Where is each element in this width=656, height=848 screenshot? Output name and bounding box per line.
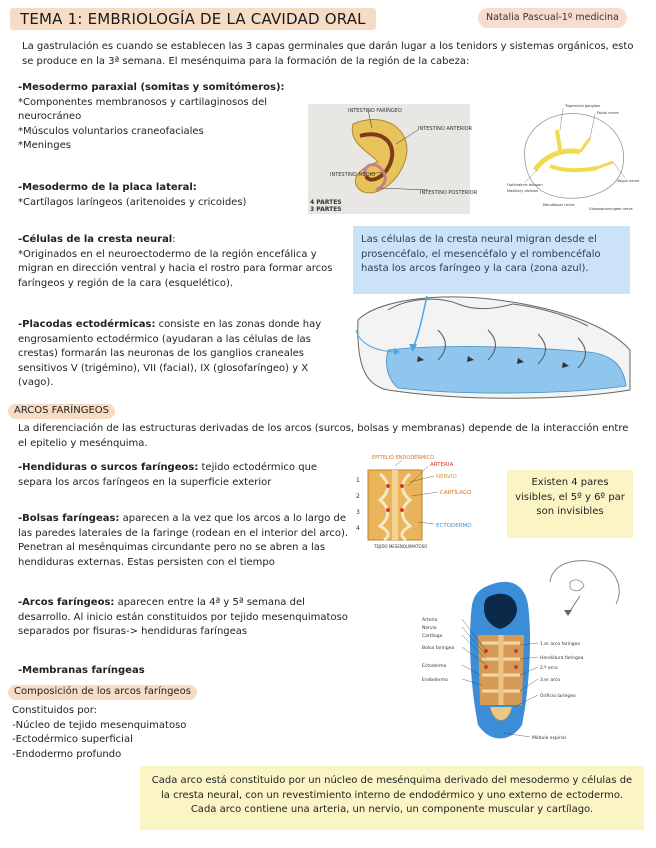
placa-lateral-line: *Cartílagos laríngeos (aritenoides y cricoides) [18,196,247,208]
arcos-heading: -Arcos faríngeos: [18,597,115,608]
fig1-label-faringeo: INTESTINO FARÍNGEO [348,108,402,114]
author-badge: Natalia Pascual-1º medicina [478,8,627,28]
composicion-line: -Endodermo profundo [12,748,122,760]
composicion-heading: Composición de los arcos faríngeos [8,685,197,700]
section-hendiduras [18,461,348,490]
cresta-neural-text: *Originados en el neuroectodermo de la región encefálica y migran en dirección ventral y hacia el rostro para formar arcos faríngeos y región de la cara (esquelético). [18,248,333,289]
fig5-label-endodermo: Endodermo [422,678,448,683]
cranial-nerves-figure [505,100,640,215]
arcos-intro: La diferenciación de las estructuras derivadas de los arcos (surcos, bolsas y membranas) depende de la interacción entre el epitelio y mesénquima. [18,423,629,449]
fig1-label-medio: INTESTINO MEDIO [330,172,376,178]
fig4-label-cartilago: CARTÍLAGO [440,490,472,496]
fig4-label-ectodermo: ECTODERMO [436,523,472,529]
fig5-label-ectodermo: Ectodermo [422,664,447,669]
composicion-line: -Ectodérmico superficial [12,734,133,745]
fig4-number-1: 1 [356,477,360,484]
fig5-label-bolsa: Bolsa faríngea [422,646,455,651]
fig5-label-r4: 3.er arco [540,678,561,683]
fig1-label-partes2: 3 PARTES [310,206,342,213]
section-cresta-neural [18,233,343,291]
fig1-label-partes: 4 PARTES [310,199,342,206]
bolsas-text: aparecen a la vez que los arcos a lo largo de las paredes laterales de la faringe (rodean en el interior del arco). Penetran al mesénquimas circundante pero no se abren a las hendiduras externas. Estas persisten con el tiempo [18,513,349,568]
fig2-label-2: Facial nerve [597,111,619,115]
fig4-number-3: 3 [356,509,360,516]
composicion-line: -Núcleo de tejido mesenquimatoso [12,719,187,731]
fig4-label-arteria: ARTERIA [430,462,454,468]
hendiduras-text: tejido ectodérmico que separa los arcos faríngeos en la superficie exterior [18,462,318,488]
hendiduras-heading: -Hendiduras o surcos faríngeos: [18,462,199,473]
arcos-text: aparecen entre la 4ª y 5ª semana del desarrollo. Al inicio están constituidos por tejido mesenquimatoso separados por fisuras-> hendiduras faríngeas [18,597,348,637]
embryo-intestine-figure [308,104,478,214]
page-title: TEMA 1: EMBRIOLOGÍA DE LA CAVIDAD ORAL [10,8,376,30]
arco-constitucion-callout: Cada arco está constituido por un núcleo de mesénquima derivado del mesodermo y células de la cresta neural, con un revestimiento interno de endodérmico y uno externo de ectodermo. Cada arco contiene una arteria, un nervio, un componente muscular y cartílago. [140,766,644,830]
section-arcos [18,596,348,640]
fig5-label-r2: Hendidura faríngea [540,656,584,661]
bolsas-heading: -Bolsas faríngeas: [18,513,120,524]
pharyngeal-arches-section-figure [350,452,505,552]
intro-paragraph: La gastrulación es cuando se establecen las 3 capas germinales que darán lugar a los tenidors y sistemas orgánicos, esto se produce en la 3ª semana. El mesénquima para la formación de la región de la cabeza: [22,41,634,67]
fig5-label-nervio: Nervio [422,626,437,631]
section-mesodermo-paraxial [18,81,288,154]
pharyngeal-floor-figure [420,575,610,750]
fig2-label-3: Ophthalmic division [507,183,543,187]
fig5-label-arteria: Arteria [422,618,438,623]
fig4-number-4: 4 [356,525,360,532]
fig2-label-7: Glossopharyngeal nerve [589,207,633,211]
fig4-label-epitelio: EPITELIO ENDODÉRMICO [372,455,435,461]
arcos-visibles-callout: Existen 4 pares visibles, el 5º y 6º par son invisibles [507,470,633,538]
fig4-label-tejido: TEJIDO MESENQUIMATOSO [374,544,428,549]
mesodermo-paraxial-line: *Músculos voluntarios craneofaciales [18,125,204,137]
placodas-heading: -Placodas ectodérmicas: [18,319,156,330]
fig5-label-r5: Orificio laríngeo [540,694,576,699]
cresta-neural-heading: -Células de la cresta neural [18,234,173,245]
section-placa-lateral [18,181,318,210]
neural-crest-migration-figure [348,290,638,405]
fig4-label-nervio: NERVIO [436,474,457,480]
membranas-heading: -Membranas faríngeas [18,665,145,676]
fig5-label-cartilago: Cartílago [422,634,443,639]
fig2-label-6: Vagus nerve [617,179,640,183]
placa-lateral-heading: -Mesodermo de la placa lateral: [18,182,197,193]
fig2-label-1: Trigeminal ganglion [565,104,601,108]
section-placodas [18,318,340,391]
placodas-text: consiste en las zonas donde hay engrosamiento ectodérmico (ayudaran a las células de las crestas) formarán las neuronas de los ganglios craneales sensitivos V (trigémino), VII (facial), IX (glosofaríngeo) y X (vago). [18,319,322,388]
fig4-number-2: 2 [356,493,360,500]
mesodermo-paraxial-line: *Componentes membranosos y cartilaginosos del neurocráneo [18,96,268,122]
mesodermo-paraxial-line: *Meninges [18,140,71,151]
fig2-label-4: Maxillary division [507,189,539,193]
mesodermo-paraxial-heading: -Mesodermo paraxial (somitas y somitómeros): [18,82,285,93]
cresta-neural-colon: : [172,234,176,245]
fig5-label-r3: 2.º arco [540,666,558,671]
fig1-label-anterior: INTESTINO ANTERIOR [418,126,473,132]
fig5-label-r6: Médula espinal [532,736,566,741]
composicion-line: Constituidos por: [12,705,98,716]
callout-arrow-icon [405,294,435,354]
arcos-faringeos-heading: ARCOS FARÍNGEOS [8,404,115,419]
cresta-neural-callout: Las células de la cresta neural migran desde el prosencéfalo, el mesencéfalo y el rombencéfalo hasta los arcos faríngeo y la cara (zona azul). [353,226,630,294]
fig2-label-5: Mandibular nerve [543,203,575,207]
composicion-list [12,704,252,762]
fig5-label-r1: 1.er arco faríngeo [540,642,581,647]
section-bolsas [18,512,356,570]
fig1-label-posterior: INTESTINO POSTERIOR [420,190,478,196]
